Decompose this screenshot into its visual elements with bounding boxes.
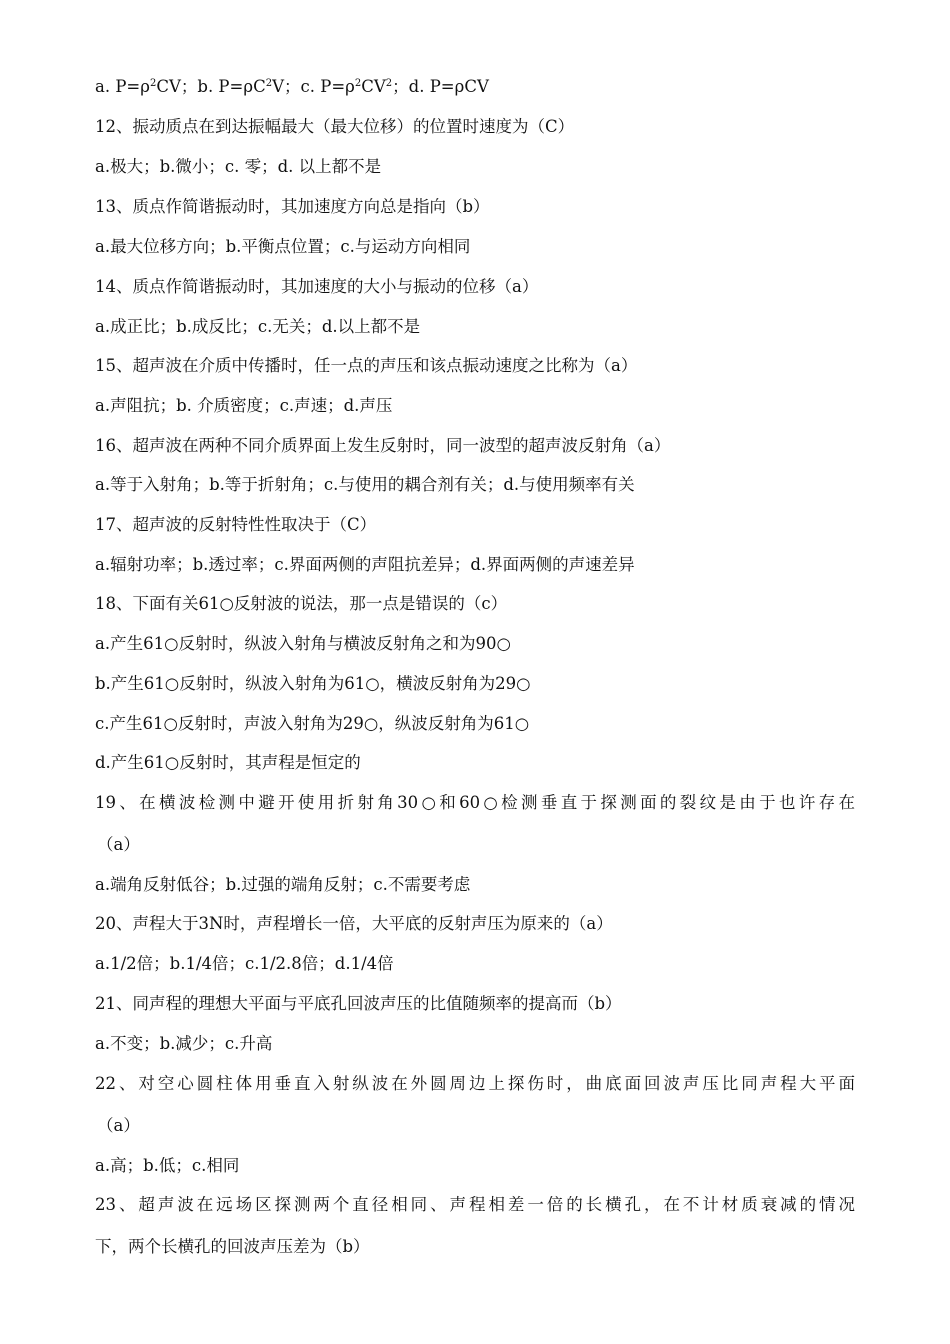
- question-19: 19、在横波检测中避开使用折射角30○和60○检测垂直于探测面的裂纹是由于也许存在: [95, 793, 855, 812]
- options-20: a.1/2倍；b.1/4倍；c.1/2.8倍；d.1/4倍: [95, 954, 394, 973]
- answer-19: （a）: [97, 835, 140, 854]
- superscript-exponent: 2: [265, 78, 273, 89]
- option-18b: b.产生61○反射时，纵波入射角为61○，横波反射角为29○: [95, 674, 531, 693]
- superscript-exponent: 2: [385, 78, 393, 89]
- answer-22: （a）: [97, 1116, 140, 1135]
- options-13: a.最大位移方向；b.平衡点位置；c.与运动方向相同: [95, 237, 471, 256]
- question-23: 23、超声波在远场区探测两个直径相同、声程相差一倍的长横孔，在不计材质衰减的情况: [95, 1195, 855, 1214]
- option-18c: c.产生61○反射时，声波入射角为29○，纵波反射角为61○: [95, 714, 530, 733]
- formula-text: CV: [361, 77, 386, 96]
- question-13: 13、质点作简谐振动时，其加速度方向总是指向（b）: [95, 197, 490, 216]
- options-16: a.等于入射角；b.等于折射角；c.与使用的耦合剂有关；d.与使用频率有关: [95, 475, 635, 494]
- question-16: 16、超声波在两种不同介质界面上发生反射时，同一波型的超声波反射角（a）: [95, 436, 671, 455]
- question-22: 22、对空心圆柱体用垂直入射纵波在外圆周边上探伤时，曲底面回波声压比同声程大平面: [95, 1074, 855, 1093]
- formula-text: ；d. P=ρCV: [392, 77, 489, 96]
- question-23-continued: 下，两个长横孔的回波声压差为（b）: [95, 1237, 370, 1256]
- options-12: a.极大；b.微小；c. 零；d. 以上都不是: [95, 157, 382, 176]
- question-12: 12、振动质点在到达振幅最大（最大位移）的位置时速度为（C）: [95, 117, 575, 136]
- question-15: 15、超声波在介质中传播时，任一点的声压和该点振动速度之比称为（a）: [95, 356, 638, 375]
- question-17: 17、超声波的反射特性性取决于（C）: [95, 515, 377, 534]
- option-18d: d.产生61○反射时，其声程是恒定的: [95, 753, 361, 772]
- options-15: a.声阻抗；b. 介质密度；c.声速；d.声压: [95, 396, 393, 415]
- options-17: a.辐射功率；b.透过率；c.界面两侧的声阻抗差异；d.界面两侧的声速差异: [95, 555, 635, 574]
- superscript-exponent: 2: [149, 78, 157, 89]
- formula-text: V；c. P=ρ: [272, 77, 355, 96]
- superscript-exponent: 2: [354, 78, 362, 89]
- question-14: 14、质点作简谐振动时，其加速度的大小与振动的位移（a）: [95, 277, 539, 296]
- formula-text: a. P=ρ: [95, 77, 150, 96]
- option-18a: a.产生61○反射时，纵波入射角与横波反射角之和为90○: [95, 634, 511, 653]
- options-14: a.成正比；b.成反比；c.无关；d.以上都不是: [95, 317, 421, 336]
- options-22: a.高；b.低；c.相同: [95, 1156, 240, 1175]
- options-21: a.不变；b.减少；c.升高: [95, 1034, 273, 1053]
- formula-options-line: [95, 76, 855, 98]
- options-19: a.端角反射低谷；b.过强的端角反射；c.不需要考虑: [95, 875, 471, 894]
- question-21: 21、同声程的理想大平面与平底孔回波声压的比值随频率的提高而（b）: [95, 994, 622, 1013]
- question-18: 18、下面有关61○反射波的说法，那一点是错误的（c）: [95, 594, 508, 613]
- formula-text: CV；b. P=ρC: [156, 77, 266, 96]
- question-20: 20、声程大于3N时，声程增长一倍，大平底的反射声压为原来的（a）: [95, 914, 613, 933]
